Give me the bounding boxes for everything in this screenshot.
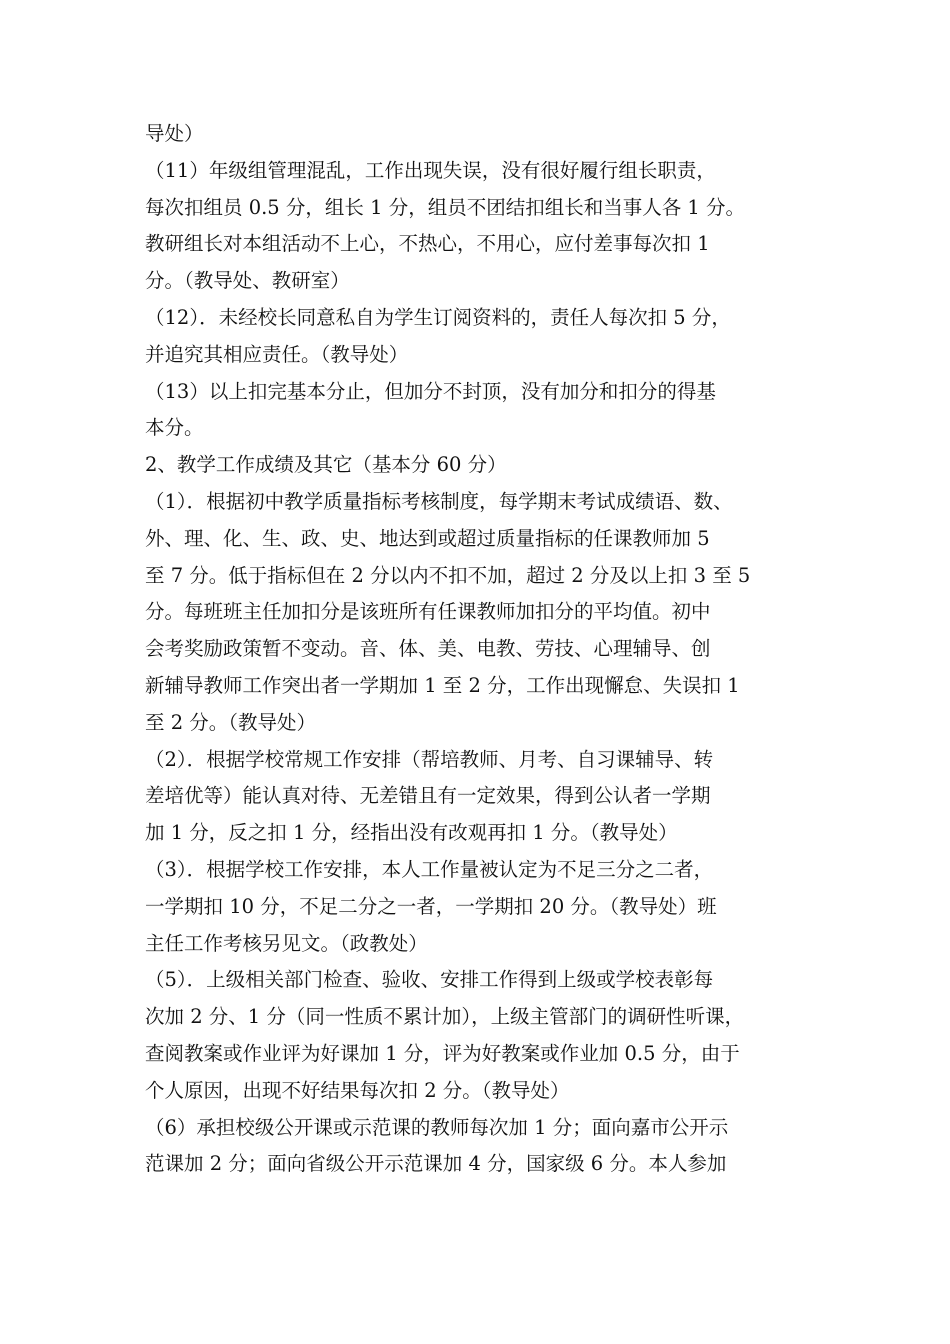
text-line: 每次扣组员 0.5 分，组长 1 分，组员不团结扣组长和当事人各 1 分。 xyxy=(145,195,746,219)
text-line: 分。每班班主任加扣分是该班所有任课教师加扣分的平均值。初中 xyxy=(145,600,711,624)
text-line: 会考奖励政策暂不变动。音、体、美、电教、劳技、心理辅导、创 xyxy=(145,637,711,661)
text-line: （5）．上级相关部门检查、验收、安排工作得到上级或学校表彰每 xyxy=(145,968,714,992)
text-line: 导处） xyxy=(145,122,204,145)
text-line: （1）．根据初中教学质量指标考核制度，每学期末考试成绩语、数、 xyxy=(145,489,733,513)
text-line: 查阅教案或作业评为好课加 1 分，评为好教案或作业加 0.5 分，由于 xyxy=(145,1041,740,1065)
text-line: 主任工作考核另见文。（政教处） xyxy=(145,931,428,955)
text-line: 本分。 xyxy=(145,416,204,440)
text-line: 分。（教导处、教研室） xyxy=(145,269,350,293)
text-line: 并追究其相应责任。（教导处） xyxy=(145,342,409,366)
text-line: （13）以上扣完基本分止，但加分不封顶，没有加分和扣分的得基 xyxy=(145,379,716,403)
text-line: 个人原因，出现不好结果每次扣 2 分。（教导处） xyxy=(145,1078,570,1102)
text-line: 新辅导教师工作突出者一学期加 1 至 2 分，工作出现懈怠、失误扣 1 xyxy=(145,673,740,697)
text-line: （6）承担校级公开课或示范课的教师每次加 1 分；面向嘉市公开示 xyxy=(145,1115,729,1139)
text-line: 加 1 分，反之扣 1 分，经指出没有改观再扣 1 分。（教导处） xyxy=(145,821,678,845)
section-heading: 2、教学工作成绩及其它（基本分 60 分） xyxy=(145,453,507,477)
text-line: 外、理、化、生、政、史、地达到或超过质量指标的任课教师加 5 xyxy=(145,526,710,550)
text-line: （2）．根据学校常规工作安排（帮培教师、月考、自习课辅导、转 xyxy=(145,747,714,771)
text-line: （11）年级组管理混乱，工作出现失误，没有很好履行组长职责， xyxy=(145,158,716,182)
text-line: 一学期扣 10 分，不足二分之一者，一学期扣 20 分。（教导处）班 xyxy=(145,894,717,918)
text-line: （3）．根据学校工作安排，本人工作量被认定为不足三分之二者， xyxy=(145,857,714,881)
text-line: （12）．未经校长同意私自为学生订阅资料的，责任人每次扣 5 分， xyxy=(145,305,731,329)
text-line: 至 2 分。（教导处） xyxy=(145,710,317,734)
text-line: 差培优等）能认真对待、无差错且有一定效果，得到公认者一学期 xyxy=(145,784,711,808)
text-line: 范课加 2 分；面向省级公开示范课加 4 分，国家级 6 分。本人参加 xyxy=(145,1152,727,1176)
document-page xyxy=(145,116,825,1183)
text-line: 次加 2 分、1 分（同一性质不累计加），上级主管部门的调研性听课， xyxy=(145,1005,745,1029)
text-line: 教研组长对本组活动不上心，不热心，不用心，应付差事每次扣 1 xyxy=(145,232,710,256)
text-line: 至 7 分。低于指标但在 2 分以内不扣不加，超过 2 分及以上扣 3 至 5 xyxy=(145,563,751,587)
